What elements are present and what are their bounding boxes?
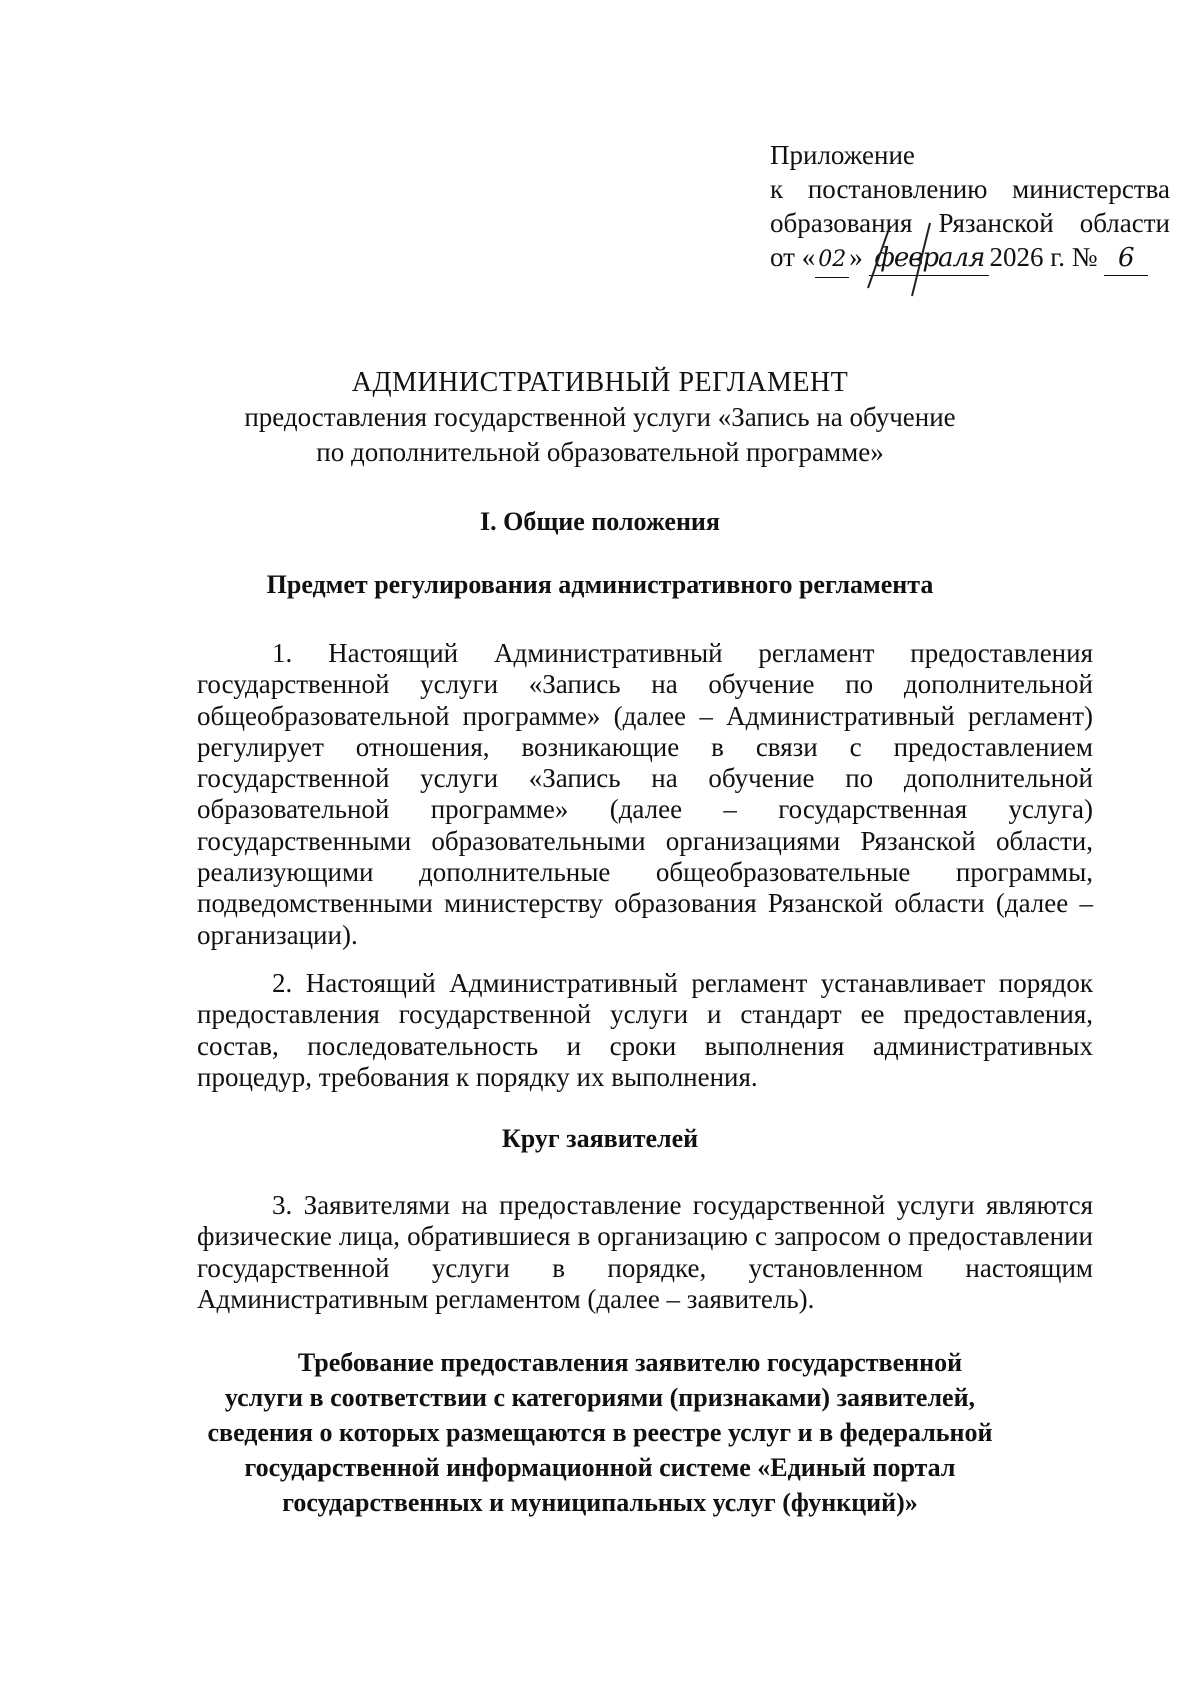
date-quote-close: » (849, 242, 863, 272)
requirements-heading-line5: государственных и муниципальных услуг (функций)» (282, 1488, 918, 1517)
date-prefix: от « (770, 242, 816, 272)
handwritten-stroke (860, 218, 1010, 298)
regulation-subtitle-line1: предоставления государственной услуги «Запись на обучение (244, 402, 956, 432)
paragraph-3: 3. Заявителями на предоставление государственной услуги являются физические лица, обратившиеся в организацию с запросом о предоставлении государственной услуги в порядке, установленном настоящим Административным регламентом (далее – заявитель). (197, 1190, 1093, 1314)
handwritten-month: февраля (869, 241, 989, 276)
requirements-heading-line2: услуги в соответствии с категориями (признаками) заявителей, (224, 1383, 976, 1412)
section-heading-requirements (150, 1345, 1050, 1520)
section-heading-general: I. Общие положения (480, 507, 720, 536)
appendix-resolution-line: к постановлению министерства (770, 174, 1170, 204)
regulation-title: АДМИНИСТРАТИВНЫЙ РЕГЛАМЕНТ (351, 367, 849, 398)
requirements-heading-line1: Требование предоставления заявителю государственной (297, 1348, 963, 1377)
paragraph-1: 1. Настоящий Административный регламент предоставления государственной услуги «Запись на обучение по дополнительной общеобразовательной программе» (далее – Административный регламент) регулирует отношения, возникающие в связи с предоставлением государственной услуги «Запись на обучение по дополнительной образовательной программе» (далее – государственная услуга) государственными образовательными организациями Рязанской области, реализующими дополнительные общеобразовательные программы, подведомственными министерству образования Рязанской области (далее – организации). (197, 638, 1093, 950)
regulation-title-block (150, 365, 1050, 470)
section-heading-applicants: Круг заявителей (501, 1124, 699, 1153)
handwritten-day: 02 (815, 243, 849, 278)
requirements-heading-line3: сведения о которых размещаются в реестре услуг и в федеральной (207, 1418, 993, 1447)
date-year: 2026 г. № (989, 242, 1098, 272)
paragraph-2: 2. Настоящий Административный регламент устанавливает порядок предоставления государственной услуги и стандарт ее предоставления, состав, последовательность и сроки выполнения административных процедур, требования к порядку их выполнения. (197, 968, 1093, 1092)
handwritten-number: 6 (1104, 241, 1148, 276)
regulation-subtitle-line2: по дополнительной образовательной программе» (316, 437, 884, 467)
section-heading-subject: Предмет регулирования административного регламента (266, 570, 934, 599)
requirements-heading-line4: государственной информационной системе «Единый портал (244, 1453, 956, 1482)
appendix-ministry-line: образования Рязанской области (770, 208, 1170, 238)
appendix-label: Приложение (770, 140, 915, 170)
